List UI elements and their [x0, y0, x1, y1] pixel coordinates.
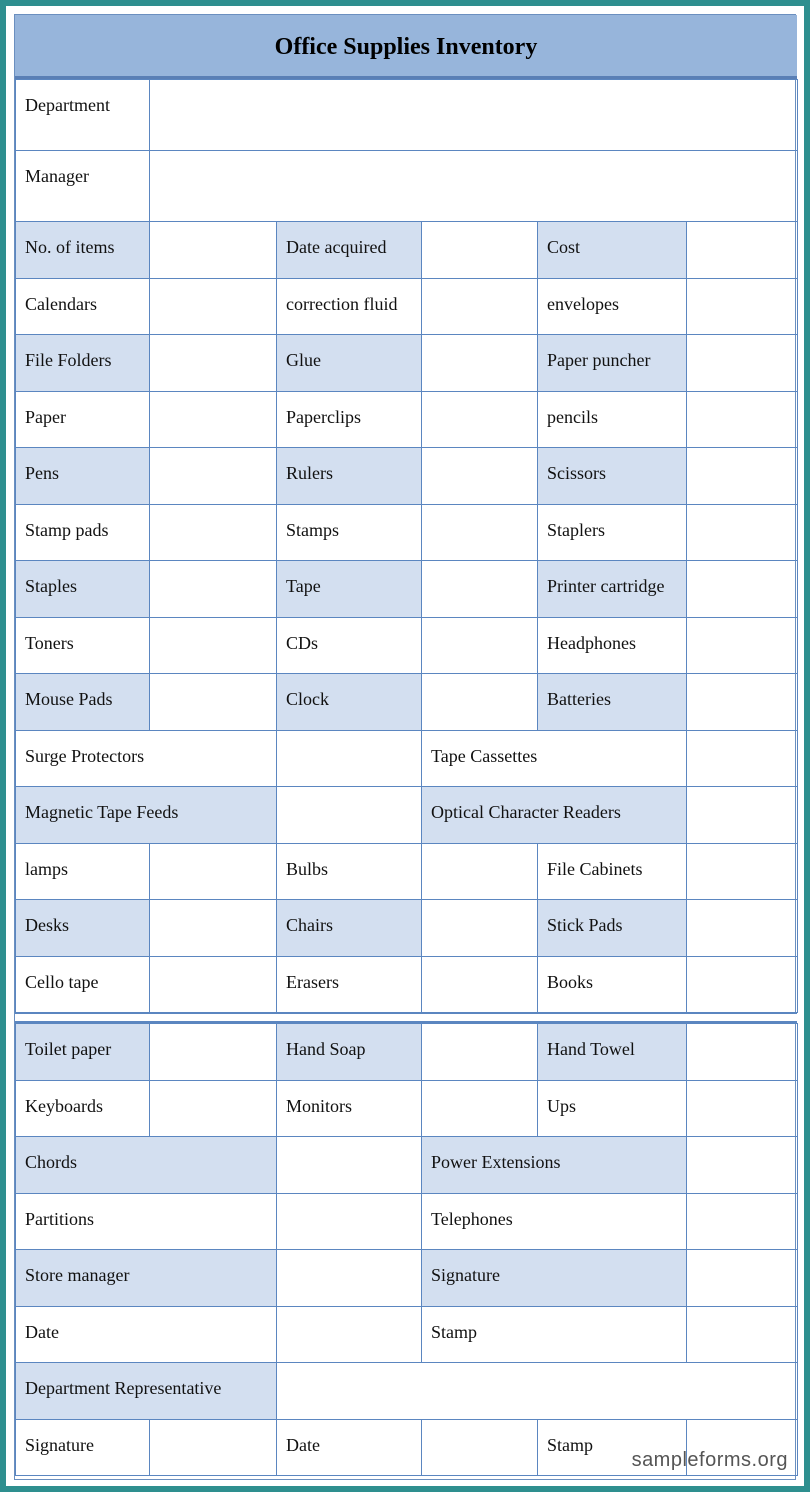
cell-label: Tape Cassettes [431, 746, 538, 766]
cell-label: Calendars [25, 294, 97, 314]
cell-label: Chairs [286, 915, 333, 935]
cell-label: Clock [286, 689, 329, 709]
item-value-field[interactable] [276, 1249, 422, 1307]
item-label [15, 1193, 277, 1250]
item-label [15, 1023, 150, 1081]
cell-label: Tape [286, 576, 321, 596]
item-value-field[interactable] [276, 1306, 422, 1363]
cell-label: Toilet paper [25, 1039, 112, 1059]
cell-label: Stick Pads [547, 915, 623, 935]
item-value-field[interactable] [686, 221, 798, 279]
item-label [537, 334, 687, 392]
item-value-field[interactable] [149, 447, 277, 505]
item-value-field[interactable] [686, 730, 798, 787]
item-label [276, 278, 422, 335]
item-value-field[interactable] [149, 956, 277, 1013]
cell-label: Department Representative [25, 1378, 222, 1398]
item-label [537, 447, 687, 505]
cell-label: Store manager [25, 1265, 130, 1285]
item-label [276, 843, 422, 900]
item-value-field[interactable] [421, 843, 538, 900]
item-value-field[interactable] [421, 956, 538, 1013]
cell-label: lamps [25, 859, 68, 879]
header-label [15, 79, 150, 151]
item-label [15, 956, 150, 1013]
item-label [276, 956, 422, 1013]
item-label [421, 1306, 687, 1363]
header-value-field[interactable] [149, 150, 798, 222]
item-value-field[interactable] [686, 278, 798, 335]
cell-label: Pens [25, 463, 60, 483]
item-value-field[interactable] [276, 1136, 422, 1194]
item-label [276, 391, 422, 448]
cell-label: Printer cartridge [547, 576, 665, 596]
item-label [15, 1080, 150, 1137]
item-label [15, 504, 150, 561]
cell-label: Paper [25, 407, 66, 427]
cell-label: CDs [286, 633, 319, 653]
item-label [15, 221, 150, 279]
cell-label: Cost [547, 237, 581, 257]
item-value-field[interactable] [686, 1023, 798, 1081]
item-value-field[interactable] [149, 391, 277, 448]
item-value-field[interactable] [421, 899, 538, 957]
watermark: sampleforms.org [631, 1449, 788, 1471]
cell-label: Date [286, 1435, 320, 1455]
item-value-field[interactable] [686, 560, 798, 618]
item-value-field[interactable] [686, 391, 798, 448]
item-value-field[interactable] [686, 899, 798, 957]
cell-label: Bulbs [286, 859, 329, 879]
cell-label: Batteries [547, 689, 611, 709]
page [6, 6, 804, 1486]
item-value-field[interactable] [421, 278, 538, 335]
item-label [15, 617, 150, 674]
item-label [276, 1023, 422, 1081]
cell-label: Ups [547, 1096, 577, 1116]
cell-label: Stamp pads [25, 520, 109, 540]
item-label [15, 843, 150, 900]
cell-label: Staplers [547, 520, 605, 540]
item-value-field[interactable] [149, 334, 277, 392]
cell-label: Paperclips [286, 407, 361, 427]
cell-label: Keyboards [25, 1096, 103, 1116]
item-value-field[interactable] [421, 560, 538, 618]
cell-label: Hand Towel [547, 1039, 635, 1059]
inventory-form [14, 14, 796, 1480]
item-label [276, 560, 422, 618]
item-value-field[interactable] [686, 617, 798, 674]
header-value-field[interactable] [149, 79, 798, 151]
item-value-field[interactable] [421, 617, 538, 674]
cell-label: Hand Soap [286, 1039, 366, 1059]
item-value-field[interactable] [686, 1136, 798, 1194]
item-label [421, 730, 687, 787]
item-label [276, 899, 422, 957]
item-label [15, 730, 277, 787]
cell-label: correction fluid [286, 294, 398, 314]
item-label [15, 447, 150, 505]
item-value-field[interactable] [686, 843, 798, 900]
cell-label: Chords [25, 1152, 78, 1172]
cell-label: pencils [547, 407, 598, 427]
item-value-field[interactable] [149, 617, 277, 674]
item-label [15, 673, 150, 731]
section-divider [15, 1012, 797, 1023]
cell-label: Signature [25, 1435, 94, 1455]
item-value-field[interactable] [421, 447, 538, 505]
item-label [15, 1136, 277, 1194]
item-value-field[interactable] [686, 1306, 798, 1363]
item-label [15, 391, 150, 448]
item-label [537, 673, 687, 731]
item-value-field[interactable] [149, 843, 277, 900]
cell-label: Headphones [547, 633, 636, 653]
cell-label: Date [25, 1322, 59, 1342]
cell-label: No. of items [25, 237, 115, 257]
cell-label: Glue [286, 350, 321, 370]
cell-label: Optical Character Readers [431, 802, 621, 822]
cell-label: envelopes [547, 294, 619, 314]
item-value-field[interactable] [421, 1080, 538, 1137]
item-label [276, 447, 422, 505]
item-value-field[interactable] [421, 221, 538, 279]
item-value-field[interactable] [421, 391, 538, 448]
cell-label: Date acquired [286, 237, 387, 257]
item-value-field[interactable] [686, 956, 798, 1013]
item-label [276, 221, 422, 279]
cell-label: Rulers [286, 463, 333, 483]
item-value-field[interactable] [149, 1419, 277, 1476]
item-label [537, 560, 687, 618]
item-value-field[interactable] [276, 1362, 798, 1420]
header-label [15, 150, 150, 222]
item-label [421, 1136, 687, 1194]
item-label [276, 504, 422, 561]
item-label [15, 899, 150, 957]
item-value-field[interactable] [686, 447, 798, 505]
cell-label: Telephones [431, 1209, 513, 1229]
item-value-field[interactable] [276, 730, 422, 787]
item-value-field[interactable] [686, 1080, 798, 1137]
item-label [537, 843, 687, 900]
item-label [421, 786, 687, 844]
cell-label: Monitors [286, 1096, 353, 1116]
item-label [537, 956, 687, 1013]
item-label [537, 391, 687, 448]
item-value-field[interactable] [686, 334, 798, 392]
cell-label: File Cabinets [547, 859, 643, 879]
item-label [15, 1419, 150, 1476]
item-label [537, 1023, 687, 1081]
cell-label: Cello tape [25, 972, 99, 992]
cell-label: Staples [25, 576, 77, 596]
item-label [276, 1080, 422, 1137]
cell-label: Stamp [547, 1435, 594, 1455]
cell-label: Partitions [25, 1209, 95, 1229]
item-label [276, 673, 422, 731]
item-label [15, 1249, 277, 1307]
item-label [276, 1419, 422, 1476]
item-value-field[interactable] [149, 1023, 277, 1081]
item-label [537, 221, 687, 279]
cell-label: Paper puncher [547, 350, 651, 370]
item-label [537, 504, 687, 561]
cell-label: Scissors [547, 463, 607, 483]
item-value-field[interactable] [276, 1193, 422, 1250]
cell-label: Erasers [286, 972, 339, 992]
item-label [537, 899, 687, 957]
item-value-field[interactable] [149, 504, 277, 561]
item-label [15, 1306, 277, 1363]
item-value-field[interactable] [149, 899, 277, 957]
cell-label: Stamps [286, 520, 340, 540]
item-label [15, 278, 150, 335]
item-value-field[interactable] [149, 673, 277, 731]
item-label [537, 278, 687, 335]
item-label [15, 560, 150, 618]
item-value-field[interactable] [149, 1080, 277, 1137]
cell-label: Surge Protectors [25, 746, 145, 766]
item-value-field[interactable] [686, 1193, 798, 1250]
item-label [421, 1193, 687, 1250]
item-label [537, 1080, 687, 1137]
cell-label: Toners [25, 633, 74, 653]
item-label [15, 334, 150, 392]
item-label [15, 786, 277, 844]
cell-label: Department [25, 95, 110, 115]
item-value-field[interactable] [421, 504, 538, 561]
item-value-field[interactable] [686, 1249, 798, 1307]
item-value-field[interactable] [686, 504, 798, 561]
item-value-field[interactable] [421, 334, 538, 392]
item-value-field[interactable] [149, 278, 277, 335]
item-value-field[interactable] [686, 786, 798, 844]
cell-label: Stamp [431, 1322, 478, 1342]
cell-label: Desks [25, 915, 69, 935]
item-value-field[interactable] [421, 673, 538, 731]
item-label [537, 617, 687, 674]
item-value-field[interactable] [421, 1023, 538, 1081]
cell-label: Magnetic Tape Feeds [25, 802, 179, 822]
item-value-field[interactable] [686, 673, 798, 731]
cell-label: Power Extensions [431, 1152, 561, 1172]
item-value-field[interactable] [149, 221, 277, 279]
cell-label: Manager [25, 166, 89, 186]
cell-label: Books [547, 972, 594, 992]
item-label [421, 1249, 687, 1307]
item-value-field[interactable] [149, 560, 277, 618]
item-label [15, 1362, 277, 1420]
cell-label: File Folders [25, 350, 112, 370]
form-title: Office Supplies Inventory [15, 15, 797, 79]
cell-label: Signature [431, 1265, 500, 1285]
item-value-field[interactable] [276, 786, 422, 844]
item-label [276, 334, 422, 392]
item-value-field[interactable] [421, 1419, 538, 1476]
cell-label: Mouse Pads [25, 689, 113, 709]
item-label [276, 617, 422, 674]
